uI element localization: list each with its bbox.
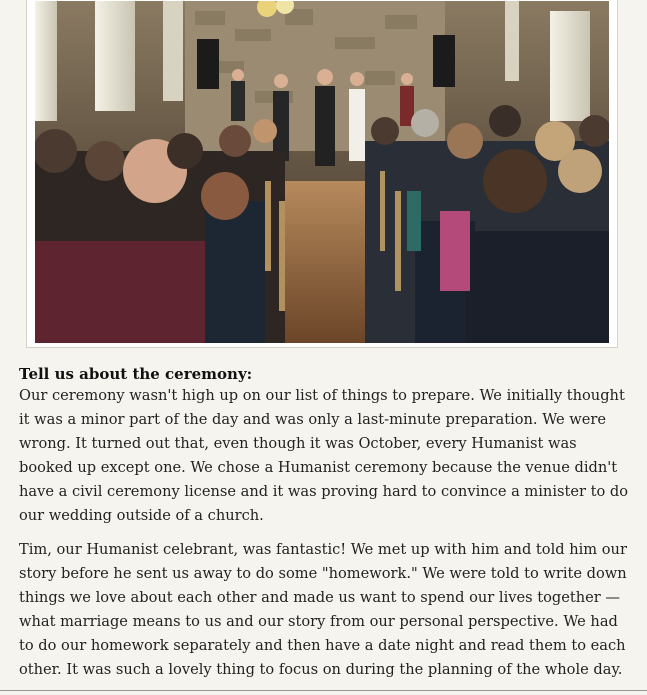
wedding-ceremony-photo xyxy=(35,1,609,343)
section-heading: Tell us about the ceremony: xyxy=(19,365,253,383)
paragraph-2: Tim, our Humanist celebrant, was fantastic! We met up with him and told him our story before he sent us away to do some "homework." We were told to write down things we love about each other and made us want to spend our lives together — what marriage means to us and our story from our personal perspective. We had to do our homework separately and then have a date night and read them to each other. It was such a lovely thing to focus on during the planning of the whole day. xyxy=(19,541,627,678)
article-content xyxy=(19,364,631,692)
paragraph-1: Our ceremony wasn't high up on our list of things to prepare. We initially thought it was a minor part of the day and was only a last-minute preparation. We were wrong. It turned out that, even though it was October, every Humanist was booked up except one. We chose a Humanist ceremony because the venue didn't have a civil ceremony license and it was proving hard to convince a minister to do our wedding outside of a church. xyxy=(19,387,629,524)
bottom-divider xyxy=(0,690,647,691)
ceremony-illustration xyxy=(35,1,609,343)
photo-frame xyxy=(26,0,618,348)
